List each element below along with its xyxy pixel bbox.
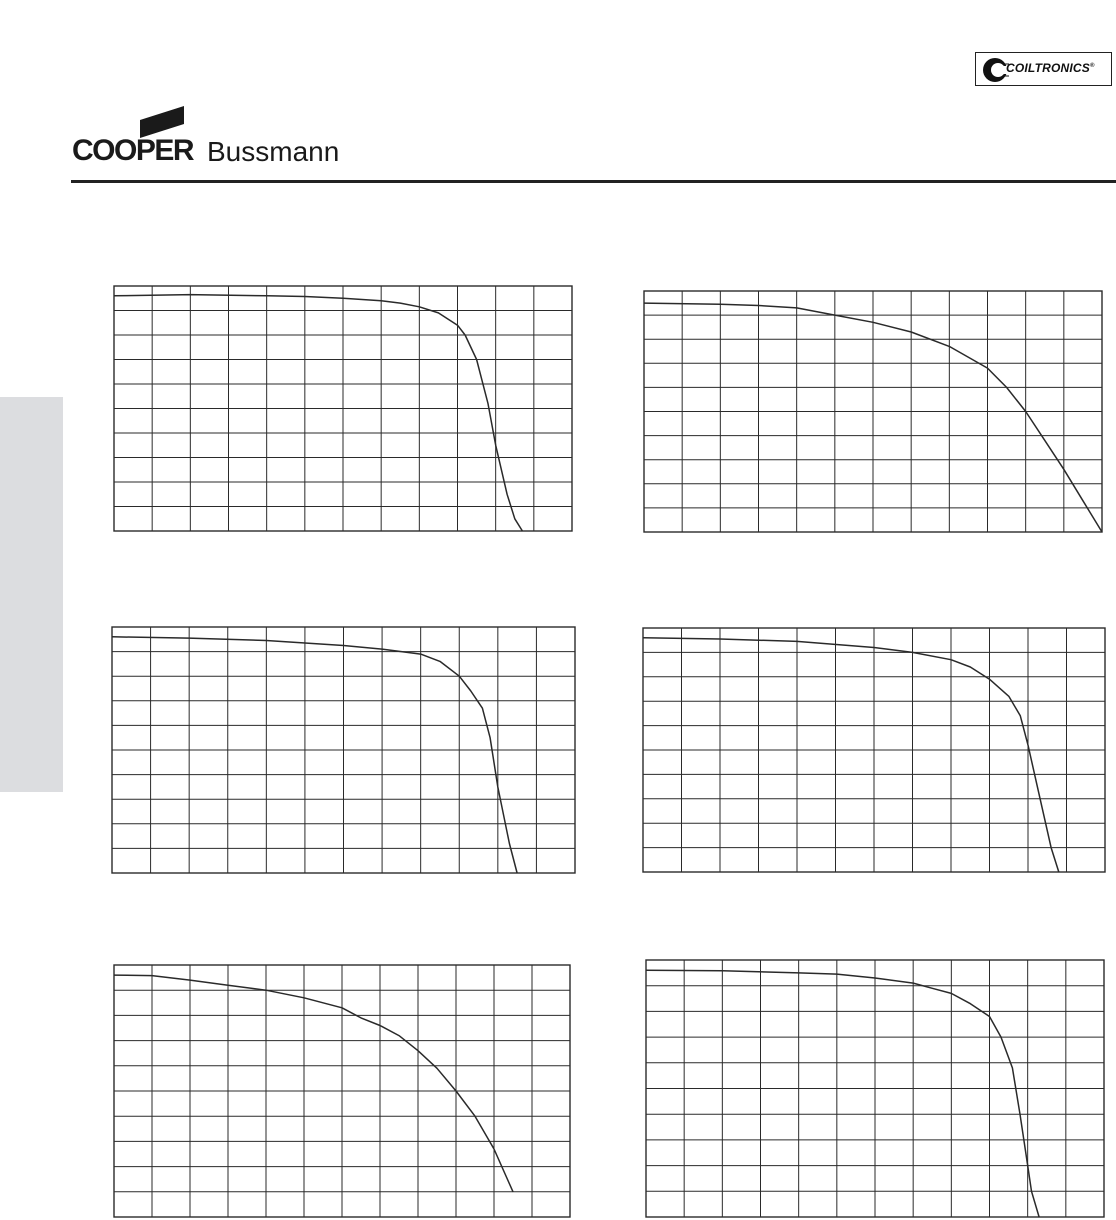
series-line xyxy=(646,970,1039,1217)
chart-5 xyxy=(114,965,570,1217)
chart-4 xyxy=(643,628,1105,872)
chart-2 xyxy=(644,291,1102,532)
chart-6 xyxy=(646,960,1104,1217)
series-line xyxy=(114,975,513,1192)
brand-secondary: Bussmann xyxy=(207,136,340,167)
coiltronics-wordmark: COILTRONICS® xyxy=(1006,61,1095,75)
chart-3 xyxy=(112,627,575,873)
series-line xyxy=(114,295,522,531)
series-line xyxy=(112,637,517,873)
series-line xyxy=(643,638,1059,872)
chart-1 xyxy=(114,286,572,531)
brand-primary: COOPER xyxy=(72,134,194,167)
